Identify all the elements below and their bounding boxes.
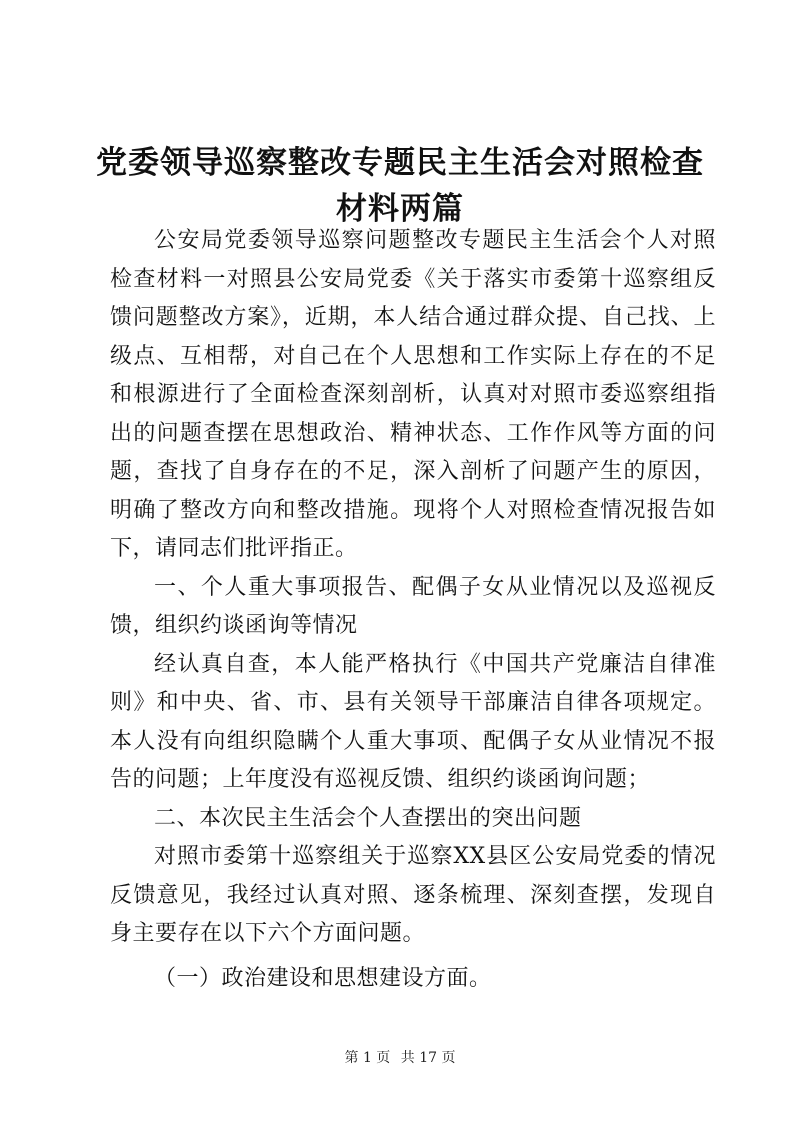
paragraph-intro: 公安局党委领导巡察问题整改专题民主生活会个人对照检查材料一对照县公安局党委《关于落实市委第十巡察组反馈问题整改方案》，近期，本人结合通过群众提、自己找、上级点、互相帮，对自己在个人思想和工作实际上存在的不足和根源进行了全面检查深刻剖析，认真对对照市委巡察组指出的问题查摆在思想政治、精神状态、工作作风等方面的问题，查找了自身存在的不足，深入剖析了问题产生的原因，明确了整改方向和整改措施。现将个人对照检查情况报告如下，请同志们批评指正。 [110, 228, 716, 561]
section-heading-1: 一、个人重大事项报告、配偶子女从业情况以及巡视反馈，组织约谈函询等情况 [110, 574, 716, 638]
section-heading-2: 二、本次民主生活会个人查摆出的突出问题 [154, 805, 582, 831]
paragraph-issues: 对照市委第十巡察组关于巡察XX县区公安局党委的情况反馈意见，我经过认真对照、逐条梳理、深刻查摆，发现自身主要存在以下六个方面问题。 [110, 844, 716, 946]
page-total: 共 17 页 [400, 1050, 456, 1066]
page-number: 第 1 页 [344, 1050, 391, 1066]
document-title: 党委领导巡察整改专题民主生活会对照检查材料两篇 [96, 145, 704, 227]
document-body [110, 222, 716, 998]
subsection-heading-1: （一）政治建设和思想建设方面。 [154, 965, 492, 991]
page-footer [0, 1048, 800, 1068]
paragraph-self-check: 经认真自查，本人能严格执行《中国共产党廉洁自律准则》和中央、省、市、县有关领导干部廉洁自律各项规定。本人没有向组织隐瞒个人重大事项、配偶子女从业情况不报告的问题；上年度没有巡视反馈、组织约谈函询问题； [110, 651, 716, 792]
